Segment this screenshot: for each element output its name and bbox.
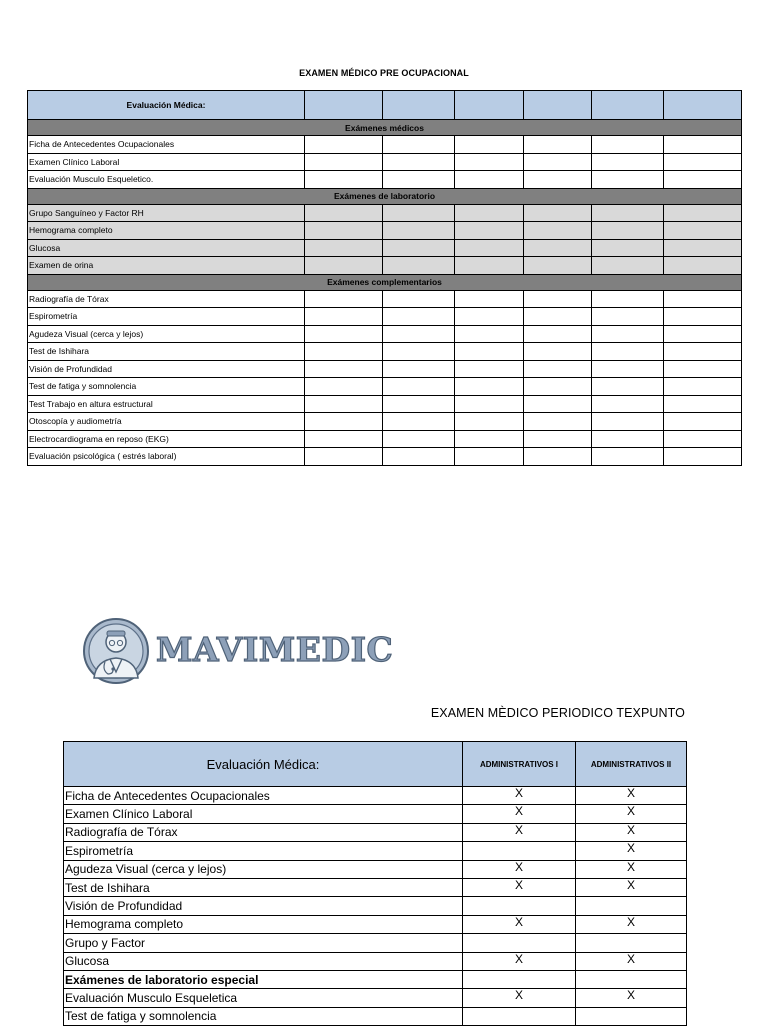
blank-cell (524, 343, 592, 361)
blank-cell (383, 204, 455, 222)
blank-cell (305, 257, 383, 275)
blank-cell (592, 343, 664, 361)
blank-cell (592, 136, 664, 154)
blank-cell (524, 325, 592, 343)
table-row (28, 204, 742, 222)
blank-cell (592, 325, 664, 343)
table-row (28, 239, 742, 257)
blank-cell (664, 171, 742, 189)
section-title: Exámenes médicos (28, 120, 742, 136)
blank-cell (664, 378, 742, 396)
blank-cell (664, 204, 742, 222)
table-row (64, 878, 687, 896)
blank-cell (664, 343, 742, 361)
blank-cell (664, 325, 742, 343)
blank-cell (524, 413, 592, 431)
blank-cell (592, 395, 664, 413)
blank-cell (455, 430, 524, 448)
table-row (28, 222, 742, 240)
exam-name: Agudeza Visual (cerca y lejos) (28, 325, 305, 343)
exam-name: Ficha de Antecedentes Ocupacionales (28, 136, 305, 154)
blank-cell (305, 395, 383, 413)
blank-cell (664, 136, 742, 154)
mark-cell-admin-2: X (576, 823, 687, 841)
blank-cell (455, 395, 524, 413)
blank-cell (383, 430, 455, 448)
exam-name: Test de Ishihara (28, 343, 305, 361)
mark-cell-admin-1: X (463, 952, 576, 970)
table-row (28, 171, 742, 189)
table-row (64, 805, 687, 823)
blank-cell (664, 239, 742, 257)
blank-cell (455, 360, 524, 378)
blank-cell (455, 204, 524, 222)
blank-cell (524, 378, 592, 396)
exam-name: Ficha de Antecedentes Ocupacionales (64, 787, 463, 805)
blank-cell (592, 153, 664, 171)
mark-cell-admin-2: X (576, 915, 687, 933)
blank-cell (305, 290, 383, 308)
table-row (64, 952, 687, 970)
column-header: ADMINISTRATIVOS II (576, 742, 687, 787)
mark-cell-admin-2: X (576, 860, 687, 878)
column-header: ADMINISTRATIVOS I (463, 742, 576, 787)
mark-cell-admin-2: X (576, 878, 687, 896)
mark-cell-admin-2 (576, 1007, 687, 1025)
table-header-row (28, 91, 742, 120)
mark-cell-admin-2: X (576, 952, 687, 970)
doctor-avatar-icon (84, 619, 148, 683)
blank-cell (524, 395, 592, 413)
logo-text: MAVIMEDIC (156, 630, 394, 669)
blank-cell (383, 136, 455, 154)
exam-name: Radiografía de Tórax (64, 823, 463, 841)
blank-cell (383, 360, 455, 378)
table-row (64, 970, 687, 988)
blank-cell (455, 257, 524, 275)
blank-cell (305, 325, 383, 343)
blank-cell (305, 222, 383, 240)
blank-cell (383, 378, 455, 396)
blank-cell (383, 222, 455, 240)
blank-cell (455, 171, 524, 189)
exam-name: Agudeza Visual (cerca y lejos) (64, 860, 463, 878)
blank-cell (524, 448, 592, 466)
table-row (28, 360, 742, 378)
mark-cell-admin-1: X (463, 805, 576, 823)
table-row (28, 430, 742, 448)
preoccupational-exam-table (27, 90, 742, 466)
mark-cell-admin-2 (576, 934, 687, 952)
blank-cell (305, 204, 383, 222)
mark-cell-admin-2: X (576, 787, 687, 805)
exam-name: Espirometría (28, 308, 305, 326)
blank-cell (524, 153, 592, 171)
mark-cell-admin-1: X (463, 823, 576, 841)
table-row (64, 897, 687, 915)
exam-name: Electrocardiograma en reposo (EKG) (28, 430, 305, 448)
exam-name: Visión de Profundidad (64, 897, 463, 915)
blank-cell (305, 239, 383, 257)
blank-cell (383, 290, 455, 308)
doc2-title: EXAMEN MÈDICO PERIODICO TEXPUNTO (430, 706, 685, 720)
mark-cell-admin-2 (576, 897, 687, 915)
table-row (28, 290, 742, 308)
blank-cell (383, 325, 455, 343)
table-row (64, 787, 687, 805)
exam-name: Examen Clínico Laboral (28, 153, 305, 171)
blank-cell (305, 448, 383, 466)
exam-name: Radiografía de Tórax (28, 290, 305, 308)
mark-cell-admin-1 (463, 934, 576, 952)
blank-cell (455, 378, 524, 396)
blank-cell (664, 153, 742, 171)
table-row (28, 378, 742, 396)
blank-cell (305, 413, 383, 431)
blank-cell (664, 413, 742, 431)
exam-name: Hemograma completo (64, 915, 463, 933)
section-row (28, 274, 742, 290)
blank-cell (455, 413, 524, 431)
blank-cell (383, 413, 455, 431)
exam-name: Examen Clínico Laboral (64, 805, 463, 823)
blank-cell (664, 290, 742, 308)
mark-cell-admin-2: X (576, 989, 687, 1007)
exam-name: Visión de Profundidad (28, 360, 305, 378)
blank-cell (524, 171, 592, 189)
blank-cell (592, 378, 664, 396)
header-label: Evaluación Médica: (64, 742, 463, 787)
table-row (28, 395, 742, 413)
table-row (64, 823, 687, 841)
mark-cell-admin-2: X (576, 842, 687, 860)
exam-name: Test de Ishihara (64, 878, 463, 896)
mark-cell-admin-1: X (463, 787, 576, 805)
blank-cell (305, 343, 383, 361)
mark-cell-admin-1 (463, 970, 576, 988)
blank-cell (592, 204, 664, 222)
blank-cell (305, 360, 383, 378)
blank-cell (455, 136, 524, 154)
blank-cell (592, 171, 664, 189)
header-blank-cell (383, 91, 455, 120)
table-row (28, 413, 742, 431)
blank-cell (592, 239, 664, 257)
blank-cell (592, 430, 664, 448)
section-row (28, 188, 742, 204)
blank-cell (524, 204, 592, 222)
header-label: Evaluación Médica: (28, 91, 305, 120)
blank-cell (383, 239, 455, 257)
blank-cell (383, 448, 455, 466)
exam-name: Test de fatiga y somnolencia (28, 378, 305, 396)
blank-cell (455, 308, 524, 326)
mark-cell-admin-1 (463, 1007, 576, 1025)
section-title: Exámenes complementarios (28, 274, 742, 290)
blank-cell (383, 257, 455, 275)
blank-cell (664, 308, 742, 326)
blank-cell (664, 395, 742, 413)
blank-cell (592, 413, 664, 431)
table-row (64, 842, 687, 860)
blank-cell (524, 360, 592, 378)
blank-cell (383, 308, 455, 326)
blank-cell (664, 222, 742, 240)
periodic-exam-table (63, 741, 687, 1026)
table-row (28, 308, 742, 326)
mark-cell-admin-1: X (463, 878, 576, 896)
doc1-title: EXAMEN MÉDICO PRE OCUPACIONAL (299, 68, 469, 78)
blank-cell (383, 395, 455, 413)
blank-cell (664, 257, 742, 275)
mark-cell-admin-1 (463, 842, 576, 860)
blank-cell (455, 448, 524, 466)
exam-name: Examen de orina (28, 257, 305, 275)
blank-cell (305, 308, 383, 326)
blank-cell (664, 430, 742, 448)
blank-cell (455, 290, 524, 308)
blank-cell (383, 171, 455, 189)
blank-cell (664, 360, 742, 378)
table-row (28, 325, 742, 343)
exam-name: Hemograma completo (28, 222, 305, 240)
section-title: Exámenes de laboratorio (28, 188, 742, 204)
exam-name: Glucosa (28, 239, 305, 257)
table-row (64, 1007, 687, 1025)
blank-cell (455, 343, 524, 361)
blank-cell (524, 290, 592, 308)
blank-cell (524, 222, 592, 240)
blank-cell (383, 153, 455, 171)
blank-cell (305, 430, 383, 448)
table-row (28, 136, 742, 154)
exam-name: Evaluación psicológica ( estrés laboral) (28, 448, 305, 466)
table-row (28, 153, 742, 171)
blank-cell (524, 136, 592, 154)
header-blank-cell (592, 91, 664, 120)
table-row (64, 989, 687, 1007)
mark-cell-admin-1 (463, 897, 576, 915)
blank-cell (383, 343, 455, 361)
exam-name: Espirometría (64, 842, 463, 860)
blank-cell (592, 290, 664, 308)
blank-cell (524, 239, 592, 257)
header-blank-cell (524, 91, 592, 120)
header-blank-cell (305, 91, 383, 120)
blank-cell (305, 171, 383, 189)
exam-name: Grupo Sanguíneo y Factor RH (28, 204, 305, 222)
mark-cell-admin-1: X (463, 915, 576, 933)
table-row (28, 448, 742, 466)
blank-cell (524, 430, 592, 448)
mark-cell-admin-2: X (576, 805, 687, 823)
table-row (28, 257, 742, 275)
blank-cell (455, 239, 524, 257)
mark-cell-admin-2 (576, 970, 687, 988)
blank-cell (524, 257, 592, 275)
blank-cell (305, 136, 383, 154)
blank-cell (664, 448, 742, 466)
blank-cell (524, 308, 592, 326)
exam-name: Grupo y Factor (64, 934, 463, 952)
section-row (28, 120, 742, 136)
blank-cell (455, 153, 524, 171)
header-blank-cell (664, 91, 742, 120)
exam-name: Test de fatiga y somnolencia (64, 1007, 463, 1025)
exam-name: Glucosa (64, 952, 463, 970)
exam-name: Exámenes de laboratorio especial (64, 970, 463, 988)
blank-cell (592, 448, 664, 466)
exam-name: Test Trabajo en altura estructural (28, 395, 305, 413)
table-row (64, 934, 687, 952)
exam-name: Otoscopía y audiometría (28, 413, 305, 431)
table-row (64, 915, 687, 933)
mark-cell-admin-1: X (463, 989, 576, 1007)
blank-cell (305, 153, 383, 171)
blank-cell (592, 360, 664, 378)
exam-name: Evaluación Musculo Esqueletica (64, 989, 463, 1007)
blank-cell (592, 257, 664, 275)
blank-cell (305, 378, 383, 396)
mark-cell-admin-1: X (463, 860, 576, 878)
blank-cell (592, 308, 664, 326)
blank-cell (592, 222, 664, 240)
table-row (64, 860, 687, 878)
table-row (28, 343, 742, 361)
blank-cell (455, 222, 524, 240)
header-blank-cell (455, 91, 524, 120)
table-header-row (64, 742, 687, 787)
exam-name: Evaluación Musculo Esqueletico. (28, 171, 305, 189)
blank-cell (455, 325, 524, 343)
